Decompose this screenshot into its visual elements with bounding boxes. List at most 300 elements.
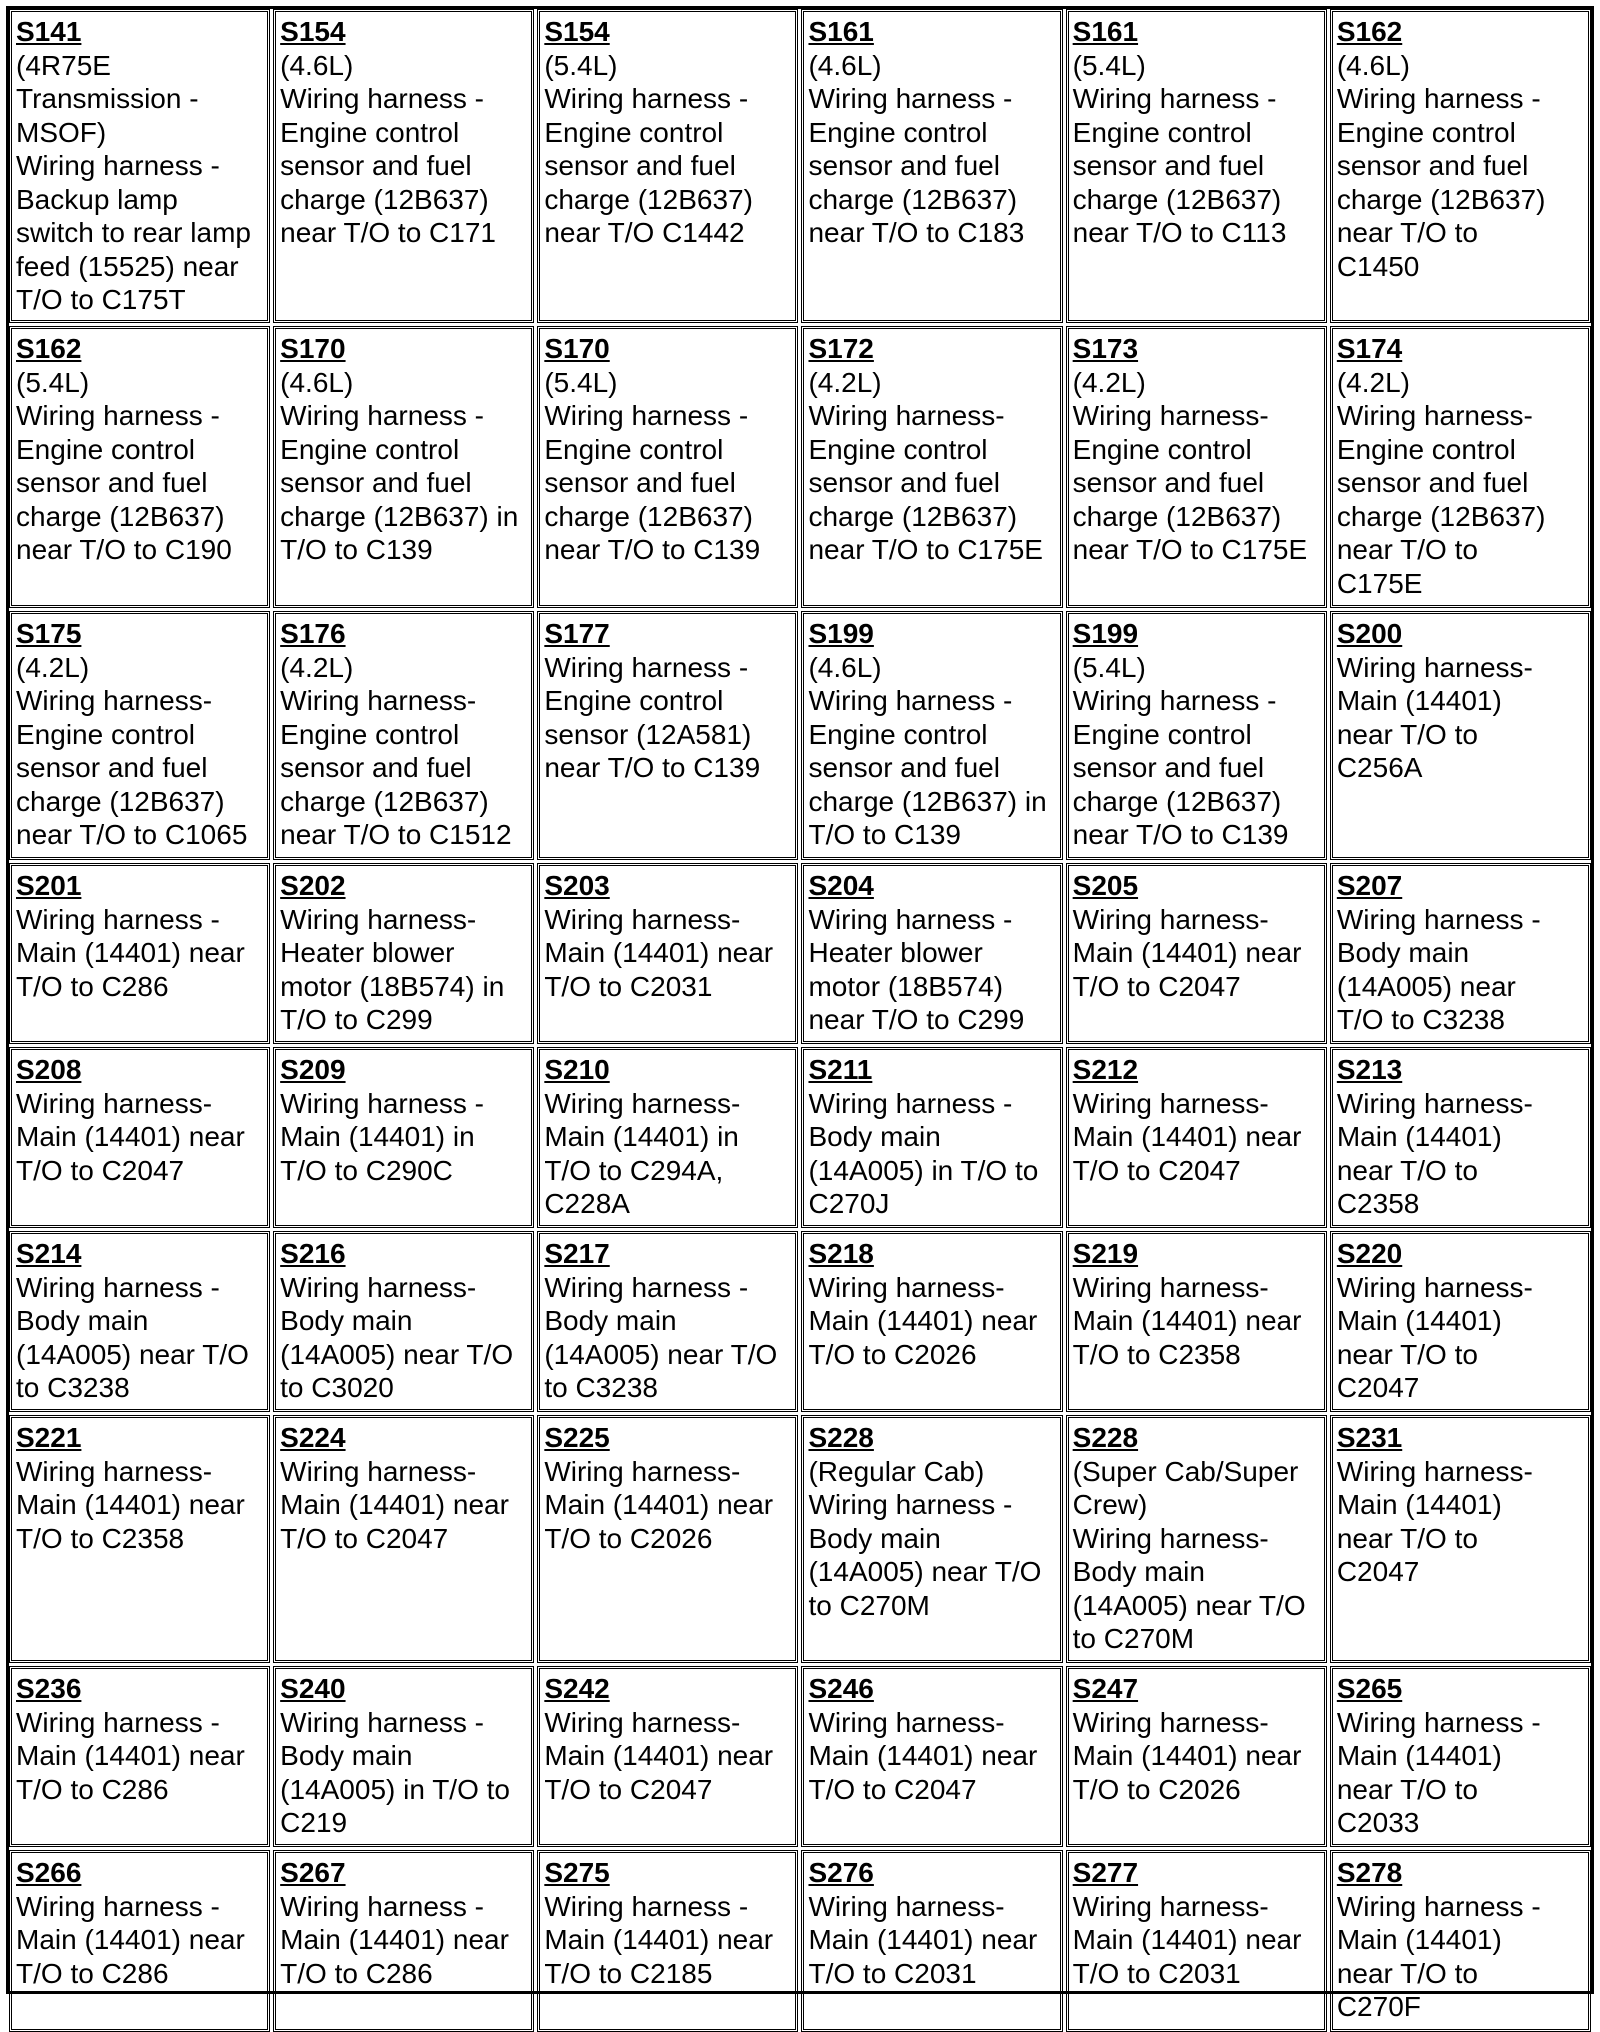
splice-description-line: (4R75E [16,49,111,81]
table-cell [801,9,1062,323]
splice-description-line: Main (14401) near [280,1489,509,1520]
splice-id: S236 [16,1673,82,1704]
splice-description-line: near T/O to [1336,1773,1478,1805]
splice-description-line: T/O to C2031 [1072,1957,1241,1989]
table-cell [1330,9,1591,323]
table-cell [801,1231,1062,1412]
splice-description-line: Main (14401) near [808,1305,1038,1336]
table-cell [273,9,534,323]
splice-description-line: Wiring harness - [1072,685,1277,716]
splice-description-line: sensor and fuel [280,150,472,181]
table-cell [1066,863,1327,1044]
table-cell [537,9,798,323]
splice-description-line: Wiring harness- [280,685,477,716]
splice-id: S161 [1072,16,1139,47]
splice-description-line: T/O to C2047 [544,1773,713,1805]
splice-id: S247 [1072,1673,1139,1704]
splice-description-line: near T/O to C139 [544,534,761,565]
table-cell [1330,326,1591,608]
splice-description-line: Main (14401) near [16,1489,245,1520]
splice-description-line: (5.4L) [544,49,618,81]
splice-id: S175 [16,618,82,649]
splice-description-line: Engine control [1336,433,1516,465]
table-cell [9,1047,270,1228]
splice-description-line: charge (12B637) [1336,183,1546,215]
splice-id: S275 [544,1857,610,1888]
splice-id: S201 [16,870,82,901]
splice-description-line: Wiring harness - [544,651,749,683]
splice-description-line: charge (12B637) [1072,500,1282,532]
splice-description-line: Wiring harness- [1072,1271,1269,1303]
splice-id: S205 [1072,870,1139,901]
splice-id: S209 [280,1054,346,1085]
splice-description-line: Wiring harness- [808,1890,1005,1922]
splice-description-line: Main (14401) near [16,1924,245,1955]
splice-description-line: Engine control [16,433,196,465]
splice-description-line: Wiring harness - [1336,1890,1541,1922]
splice-description-line: Main (14401) near [808,1924,1038,1955]
splice-description-line: Engine control [808,433,988,465]
splice-id: S276 [808,1857,874,1888]
splice-description-line: Main (14401) near [544,1740,774,1771]
splice-id: S212 [1072,1054,1139,1085]
splice-description-line: Wiring harness- [808,1271,1005,1303]
splice-description-line: charge (12B637) [544,183,753,215]
table-cell [801,863,1062,1044]
splice-description-line: MSOF) [16,116,107,148]
splice-description-line: Main (14401) near [16,937,245,968]
splice-description-line: T/O to C299 [280,1004,433,1035]
table-cell [273,326,534,608]
splice-description-line: T/O to C2031 [808,1957,977,1989]
splice-id: S228 [1072,1422,1139,1453]
splice-id: S214 [16,1238,82,1269]
table-cell [9,1850,270,2032]
splice-id: S217 [544,1238,610,1269]
splice-description-line: (5.4L) [1072,49,1146,81]
splice-description-line: Wiring harness - [1336,903,1541,935]
splice-description-line: T/O to C286 [16,1957,169,1989]
splice-description-line: Wiring harness- [1336,651,1533,683]
table-cell [537,611,798,860]
splice-description-line: charge (12B637) [16,500,225,532]
splice-location-table [6,6,1594,2022]
splice-description-line: (4.6L) [280,49,354,81]
splice-description-line: T/O to C2358 [1072,1338,1241,1370]
splice-description-line: (4.6L) [808,651,882,683]
splice-description-line: Body main [1336,937,1470,968]
splice-id: S204 [808,870,874,901]
splice-description-line: T/O to C2026 [808,1338,977,1370]
table-cell [273,863,534,1044]
splice-description-line: Wiring harness- [280,903,477,935]
table-cell [9,863,270,1044]
splice-description-line: (Super Cab/Super [1072,1455,1299,1487]
splice-description-line: (4.2L) [808,366,882,398]
splice-description-line: switch to rear lamp [16,217,251,248]
table-cell [537,1231,798,1412]
splice-description-line: Wiring harness- [808,400,1005,431]
splice-id: S267 [280,1857,346,1888]
splice-description-line: (4.2L) [1336,366,1410,398]
splice-description-line: Wiring harness- [544,903,741,935]
splice-description-line: to C3238 [16,1372,130,1403]
splice-description-line: Main (14401) near [544,1489,774,1520]
splice-description-line: Wiring harness - [808,903,1013,935]
splice-description-line: Main (14401) [1336,1305,1502,1336]
splice-description-line: Main (14401) near [1072,937,1302,968]
table-cell [801,326,1062,608]
splice-description-line: Main (14401) near [1072,1740,1302,1771]
splice-description-line: (4.2L) [16,651,90,683]
splice-description-line: Engine control [16,718,196,750]
table-cell [273,1047,534,1228]
splice-id: S277 [1072,1857,1139,1888]
splice-description-line: Engine control [1072,116,1252,148]
splice-description-line: Wiring harness - [16,400,220,431]
splice-id: S162 [16,333,82,364]
splice-description-line: (5.4L) [1072,651,1146,683]
splice-description-line: (14A005) near T/O [1072,1589,1306,1621]
splice-description-line: Engine control [280,433,460,465]
splice-description-line: to C3238 [544,1372,658,1403]
splice-description-line: Engine control [544,433,724,465]
splice-description-line: Engine control [544,685,724,716]
splice-description-line: Crew) [1072,1489,1148,1520]
splice-description-line: Main (14401) near [1072,1121,1302,1152]
table-cell [9,1666,270,1847]
splice-description-line: sensor and fuel [808,467,1000,498]
splice-description-line: motor (18B574) [808,970,1004,1002]
splice-description-line: T/O to C2031 [544,970,713,1002]
splice-description-line: Main (14401) near [808,1740,1038,1771]
table-cell [1330,1415,1591,1663]
splice-description-line: to C270M [808,1589,930,1621]
table-cell [273,1850,534,2032]
splice-description-line: Body main [1072,1556,1205,1587]
splice-description-line: (4.6L) [280,366,354,398]
splice-description-line: T/O to C139 [808,819,961,850]
splice-id: S162 [1336,16,1403,47]
splice-id: S203 [544,870,610,901]
splice-description-line: sensor and fuel [1072,467,1265,498]
splice-description-line: Wiring harness- [1072,1706,1269,1738]
splice-description-line: Wiring harness - [544,1890,749,1922]
splice-description-line: Body main [808,1121,941,1152]
splice-description-line: near T/O to C175E [808,534,1043,565]
splice-description-line: Wiring harness - [544,400,749,431]
table-cell [9,1415,270,1663]
splice-description-line: sensor and fuel [1336,467,1529,498]
splice-description-line: sensor and fuel [1072,150,1265,181]
splice-description-line: T/O to C2185 [544,1957,713,1989]
splice-id: S141 [16,16,82,47]
splice-id: S216 [280,1238,346,1269]
splice-description-line: (14A005) in T/O to [808,1154,1039,1186]
splice-description-line: Wiring harness - [544,1271,749,1303]
table-cell [1066,611,1327,860]
splice-description-line: Main (14401) near [16,1740,245,1771]
splice-description-line: Heater blower [280,937,455,968]
splice-description-line: Wiring harness - [280,1087,484,1119]
splice-id: S199 [808,618,874,649]
splice-description-line: near T/O to C113 [1072,217,1287,248]
splice-description-line: Wiring harness- [544,1087,741,1119]
table-cell [9,326,270,608]
splice-description-line: Wiring harness - [16,1706,220,1738]
splice-description-line: sensor and fuel [544,150,736,181]
splice-description-line: (14A005) near T/O [16,1338,249,1370]
splice-description-line: charge (12B637) [544,500,753,532]
splice-description-line: C1450 [1336,250,1420,282]
splice-description-line: (Regular Cab) [808,1455,985,1487]
splice-description-line: Wiring harness - [544,83,749,114]
table-cell [801,1666,1062,1847]
splice-description-line: Engine control [808,116,988,148]
splice-id: S154 [280,16,346,47]
splice-description-line: Wiring harness- [16,685,213,716]
splice-description-line: sensor and fuel [544,467,736,498]
table-cell [801,1047,1062,1228]
splice-description-line: Engine control [1072,718,1252,750]
splice-description-line: Wiring harness - [280,400,484,431]
splice-description-line: Wiring harness - [280,1890,484,1922]
splice-id: S225 [544,1422,610,1453]
splice-description-line: near T/O to C183 [808,217,1025,248]
splice-description-line: sensor and fuel [280,752,472,783]
table-cell [1330,863,1591,1044]
table-cell [273,1666,534,1847]
splice-description-line: Wiring harness- [544,1455,741,1487]
splice-description-line: Wiring harness- [1072,903,1269,935]
table-cell [537,1666,798,1847]
splice-description-line: (5.4L) [16,366,90,398]
splice-description-line: Main (14401) near [1072,1924,1302,1955]
splice-description-line: Main (14401) near [280,1924,509,1955]
splice-id: S174 [1336,333,1403,364]
splice-description-line: T/O to C2026 [1072,1773,1241,1805]
splice-description-line: to C3020 [280,1372,394,1403]
splice-description-line: Wiring harness - [16,1890,220,1922]
splice-description-line: C228A [544,1188,630,1219]
splice-description-line: Body main [544,1305,677,1336]
splice-description-line: T/O to C139 [280,534,433,565]
splice-description-line: near T/O to [1336,1338,1478,1370]
splice-description-line: charge (12B637) [1336,500,1546,532]
splice-description-line: Wiring harness- [280,1455,477,1487]
splice-description-line: near T/O to [1336,1957,1478,1989]
splice-description-line: Body main [280,1305,413,1336]
splice-description-line: T/O to C286 [16,970,169,1002]
table-cell [537,326,798,608]
table-cell [1066,1415,1327,1663]
splice-description-line: feed (15525) near [16,250,239,282]
splice-description-line: Body main [808,1522,941,1554]
splice-id: S154 [544,16,610,47]
splice-description-line: near T/O to C139 [1072,819,1289,850]
splice-description-line: T/O to C294A, [544,1154,724,1186]
splice-id: S161 [808,16,874,47]
splice-description-line: T/O to C2047 [16,1154,185,1186]
splice-description-line: T/O to C3238 [1336,1004,1505,1035]
table-cell [801,1850,1062,2032]
table-cell [1066,326,1327,608]
table-cell [1066,1666,1327,1847]
splice-id: S177 [544,618,610,649]
splice-description-line: sensor and fuel [16,467,208,498]
splice-id: S172 [808,333,874,364]
splice-description-line: charge (12B637) [808,183,1018,215]
splice-description-line: T/O to C2047 [1072,1154,1241,1186]
splice-description-line: near T/O to C175E [1072,534,1308,565]
splice-description-line: charge (12B637) in [280,500,519,532]
table-cell [537,863,798,1044]
table-cell [1330,1850,1591,2032]
splice-description-line: Wiring harness- [1336,1271,1533,1303]
splice-description-line: near T/O to C1065 [16,819,248,850]
table-cell [801,1415,1062,1663]
splice-description-line: Wiring harness- [1072,1522,1269,1554]
splice-description-line: charge (12B637) [1072,785,1282,817]
splice-description-line: Main (14401) near [16,1121,245,1152]
splice-id: S219 [1072,1238,1139,1269]
table-cell [1330,1231,1591,1412]
splice-description-line: sensor (12A581) [544,718,752,750]
splice-id: S176 [280,618,346,649]
splice-description-line: T/O to C2358 [16,1522,185,1554]
splice-description-line: C2033 [1336,1807,1420,1838]
splice-description-line: (4.6L) [1336,49,1410,81]
splice-description-line: Wiring harness - [1336,83,1541,114]
splice-description-line: Main (14401) [1336,1740,1502,1771]
splice-description-line: (14A005) near T/O [808,1556,1042,1587]
splice-description-line: Engine control [280,116,460,148]
splice-description-line: T/O to C2026 [544,1522,713,1554]
splice-description-line: near T/O to C1512 [280,819,512,850]
splice-description-line: T/O to C2047 [1072,970,1241,1002]
table-cell [1330,611,1591,860]
splice-description-line: (14A005) in T/O to [280,1773,510,1805]
splice-id: S208 [16,1054,82,1085]
splice-description-line: T/O to C290C [280,1154,453,1186]
splice-description-line: to C270M [1072,1623,1195,1654]
splice-description-line: Main (14401) near [544,937,774,968]
splice-description-line: charge (12B637) [808,500,1018,532]
splice-description-line: C270J [808,1188,890,1219]
table-cell [537,1415,798,1663]
splice-description-line: C256A [1336,752,1423,783]
splice-description-line: Wiring harness - [280,83,484,114]
table-cell [537,1850,798,2032]
splice-description-line: near T/O to [1336,534,1478,565]
splice-description-line: Wiring harness - [16,903,220,935]
splice-description-line: sensor and fuel [16,752,208,783]
splice-id: S173 [1072,333,1139,364]
table-cell [1330,1047,1591,1228]
splice-description-line: C219 [280,1807,348,1838]
splice-description-line: T/O to C286 [16,1773,169,1805]
splice-description-line: near T/O to [1336,1522,1478,1554]
splice-description-line: near T/O to C299 [808,1004,1025,1035]
splice-description-line: Wiring harness- [808,1706,1005,1738]
splice-description-line: Wiring harness - [16,150,220,181]
splice-description-line: Wiring harness- [1072,1890,1269,1922]
splice-id: S202 [280,870,346,901]
splice-description-line: Engine control [808,718,988,750]
table-cell [273,1415,534,1663]
splice-description-line: near T/O to C139 [544,752,761,783]
splice-description-line: C270F [1336,1991,1421,2022]
splice-description-line: Main (14401) in [544,1121,739,1152]
splice-id: S213 [1336,1054,1403,1085]
splice-description-line: C2047 [1336,1556,1420,1587]
table-cell [273,611,534,860]
splice-description-line: Main (14401) [1336,685,1502,716]
splice-id: S266 [16,1857,82,1888]
splice-id: S200 [1336,618,1403,649]
splice-description-line: charge (12B637) in [808,785,1047,817]
splice-description-line: (14A005) near T/O [280,1338,514,1370]
splice-description-line: Main (14401) near [544,1924,774,1955]
splice-description-line: Wiring harness - [808,1087,1013,1119]
splice-description-line: Wiring harness - [16,1271,220,1303]
splice-description-line: Engine control [280,718,460,750]
splice-id: S170 [544,333,610,364]
splice-id: S278 [1336,1857,1403,1888]
splice-description-line: Wiring harness- [1336,1087,1533,1119]
table-cell [1066,1047,1327,1228]
splice-id: S218 [808,1238,874,1269]
table-cell [273,1231,534,1412]
splice-description-line: near T/O to [1336,217,1478,248]
splice-description-line: charge (12B637) [1072,183,1282,215]
splice-id: S199 [1072,618,1139,649]
splice-description-line: Wiring harness - [1072,83,1277,114]
splice-description-line: Main (14401) [1336,1121,1502,1152]
splice-description-line: C175E [1336,567,1423,599]
splice-description-line: Body main [280,1740,413,1771]
splice-description-line: C2047 [1336,1372,1420,1403]
splice-description-line: (14A005) near T/O [544,1338,778,1370]
splice-description-line: Wiring harness- [16,1455,213,1487]
splice-description-line: near T/O to C171 [280,217,496,248]
splice-description-line: (4.2L) [280,651,354,683]
splice-description-line: Wiring harness - [808,83,1013,114]
splice-description-line: Wiring harness- [1072,1087,1269,1119]
splice-description-line: Wiring harness - [280,1706,484,1738]
splice-description-line: T/O to C175T [16,284,186,315]
splice-description-line: Engine control [544,116,724,148]
splice-description-line: sensor and fuel [280,467,472,498]
splice-description-line: Heater blower [808,937,983,968]
splice-description-line: Wiring harness - [808,1489,1013,1520]
splice-description-line: Wiring harness- [280,1271,477,1303]
splice-id: S210 [544,1054,610,1085]
splice-description-line: sensor and fuel [808,752,1000,783]
splice-description-line: Wiring harness- [16,1087,213,1119]
splice-description-line: near T/O to [1336,718,1478,750]
splice-description-line: Wiring harness- [544,1706,741,1738]
splice-description-line: Body main [16,1305,149,1336]
splice-description-line: sensor and fuel [808,150,1000,181]
splice-description-line: Main (14401) in [280,1121,475,1152]
splice-description-line: motor (18B574) in [280,970,505,1002]
splice-description-line: Engine control [1072,433,1252,465]
splice-id: S231 [1336,1422,1403,1453]
splice-description-line: Main (14401) [1336,1489,1502,1520]
splice-description-line: T/O to C286 [280,1957,433,1989]
splice-description-line: Backup lamp [16,183,178,215]
